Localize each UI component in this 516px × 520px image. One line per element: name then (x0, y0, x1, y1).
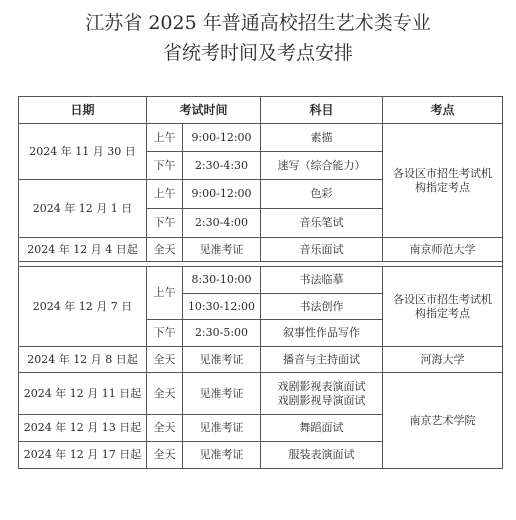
table-row (19, 124, 503, 152)
time-cell: 见准考证 (183, 238, 261, 262)
period-cell: 下午 (147, 320, 183, 347)
venue-cell: 南京艺术学院 (383, 373, 503, 469)
venue-cell: 南京师范大学 (383, 238, 503, 262)
page-title-line1: 江苏省 2025 年普通高校招生艺术类专业 (85, 12, 431, 34)
subject-cell: 书法创作 (261, 294, 383, 320)
subject-line: 戏剧影视表演面试 (277, 379, 366, 393)
date-cell: 2024 年 12 月 4 日起 (19, 238, 147, 262)
subject-cell: 服装表演面试 (261, 442, 383, 469)
period-cell: 上午 (147, 124, 183, 152)
date-cell: 2024 年 12 月 11 日起 (19, 373, 147, 415)
date-cell: 2024 年 12 月 17 日起 (19, 442, 147, 469)
time-cell: 2:30-4:30 (183, 152, 261, 180)
subject-cell: 色彩 (261, 180, 383, 209)
subject-cell: 书法临摹 (261, 267, 383, 294)
header-date: 日期 (19, 97, 147, 124)
time-cell: 2:30-5:00 (183, 320, 261, 347)
subject-cell: 音乐笔试 (261, 209, 383, 238)
date-cell: 2024 年 12 月 13 日起 (19, 415, 147, 442)
date-cell: 2024 年 12 月 7 日 (19, 267, 147, 347)
time-cell: 9:00-12:00 (183, 180, 261, 209)
venue-cell: 各设区市招生考试机构指定考点 (383, 267, 503, 347)
time-cell: 见准考证 (183, 347, 261, 373)
table-row (19, 373, 503, 415)
exam-schedule-table (18, 96, 503, 469)
table-row (19, 267, 503, 294)
period-cell: 全天 (147, 442, 183, 469)
period-cell: 全天 (147, 347, 183, 373)
time-cell: 见准考证 (183, 373, 261, 415)
subject-cell: 叙事性作品写作 (261, 320, 383, 347)
subject-line: 戏剧影视导演面试 (277, 393, 366, 407)
header-subject: 科目 (261, 97, 383, 124)
time-cell: 见准考证 (183, 415, 261, 442)
subject-cell: 速写（综合能力） (261, 152, 383, 180)
time-cell: 8:30-10:00 (183, 267, 261, 294)
table-row (19, 238, 503, 262)
table-header-row (19, 97, 503, 124)
subject-cell: 舞蹈面试 (261, 415, 383, 442)
time-cell: 10:30-12:00 (183, 294, 261, 320)
subject-cell: 音乐面试 (261, 238, 383, 262)
header-exam-time: 考试时间 (147, 97, 261, 124)
time-cell: 见准考证 (183, 442, 261, 469)
date-cell: 2024 年 12 月 8 日起 (19, 347, 147, 373)
subject-cell: 播音与主持面试 (261, 347, 383, 373)
subject-cell (261, 373, 383, 415)
date-cell: 2024 年 11 月 30 日 (19, 124, 147, 180)
header-venue: 考点 (383, 97, 503, 124)
table-row (19, 347, 503, 373)
venue-cell: 河海大学 (383, 347, 503, 373)
subject-cell: 素描 (261, 124, 383, 152)
time-cell: 9:00-12:00 (183, 124, 261, 152)
time-cell: 2:30-4:00 (183, 209, 261, 238)
page-title-line2: 省统考时间及考点安排 (162, 42, 353, 64)
period-cell: 全天 (147, 373, 183, 415)
period-cell: 下午 (147, 152, 183, 180)
period-cell: 上午 (147, 180, 183, 209)
period-cell: 全天 (147, 415, 183, 442)
period-cell: 上午 (147, 267, 183, 320)
period-cell: 下午 (147, 209, 183, 238)
period-cell: 全天 (147, 238, 183, 262)
date-cell: 2024 年 12 月 1 日 (19, 180, 147, 238)
venue-cell: 各设区市招生考试机构指定考点 (383, 124, 503, 238)
